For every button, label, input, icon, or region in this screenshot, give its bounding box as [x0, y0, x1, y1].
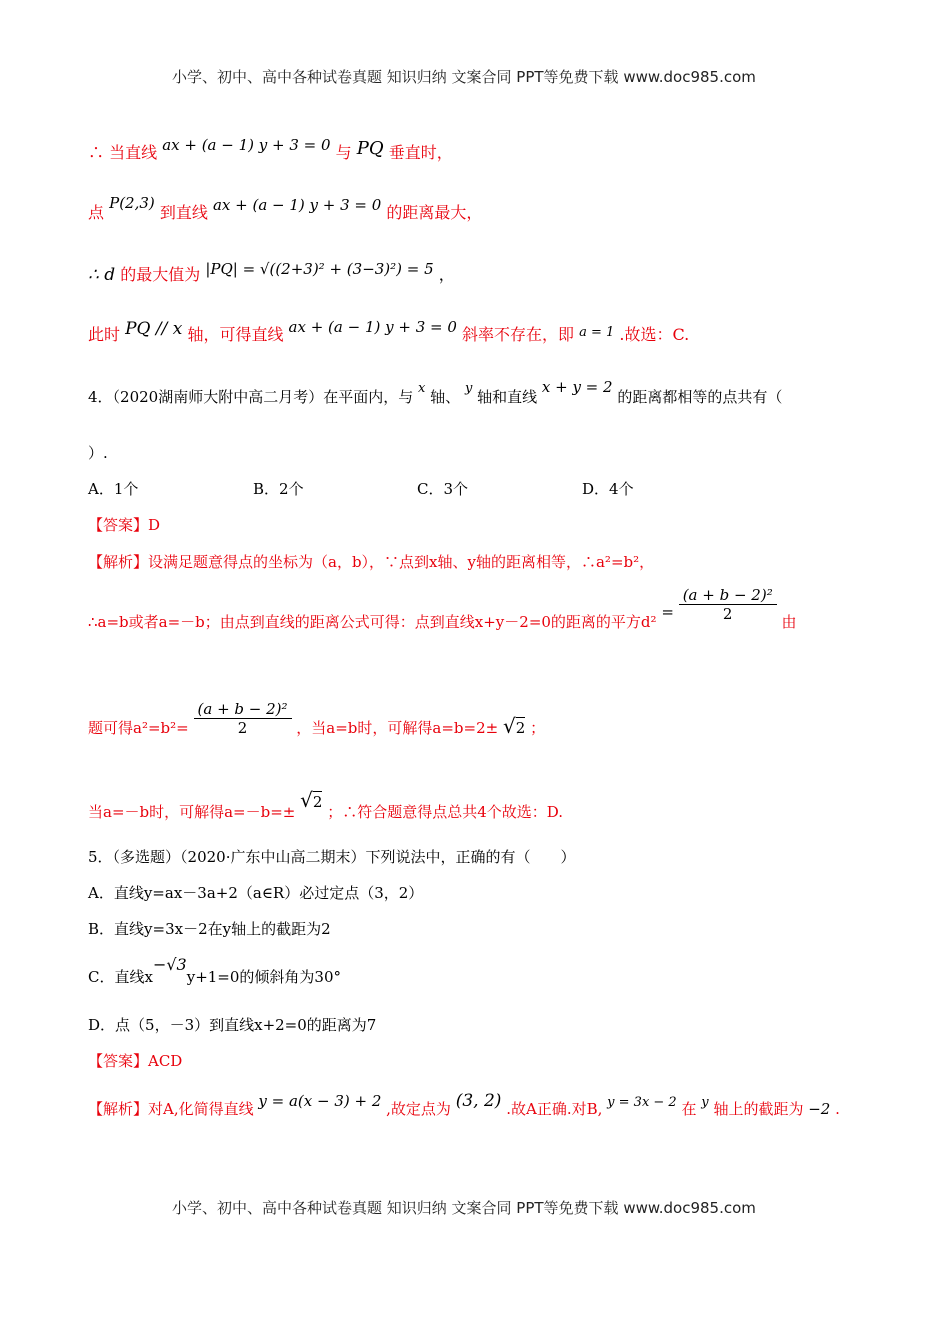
- text: 点: [88, 203, 105, 222]
- text: 此时: [88, 325, 121, 344]
- q5-option-a: A．直线y=ax－3a+2（a∈R）必过定点（3，2）: [88, 884, 424, 902]
- answer-4: 【答案】D: [88, 516, 161, 534]
- text: 在: [681, 1100, 697, 1118]
- fraction: [194, 700, 292, 737]
- option-b: B．2个: [253, 480, 304, 498]
- text: 到直线: [159, 203, 208, 222]
- var-x: x: [418, 381, 426, 396]
- text: 的距离都相等的点共有（: [617, 388, 783, 406]
- text: 【解析】对A,化简得直线: [88, 1100, 254, 1118]
- text: .故A正确.对B,: [506, 1100, 603, 1118]
- analysis-4-line-3: [88, 700, 545, 737]
- text: y+1=0的倾斜角为30°: [186, 968, 342, 986]
- fraction: [679, 586, 777, 623]
- text: 的最大值为: [120, 265, 201, 284]
- prev-line-1: [88, 136, 453, 163]
- text: .故选：C.: [619, 325, 690, 344]
- equation: y = 3x − 2: [607, 1095, 677, 1110]
- text: ，: [438, 265, 455, 284]
- analysis-4-line-4: [88, 788, 564, 821]
- q5-option-d: D．点（5，－3）到直线x+2=0的距离为7: [88, 1016, 377, 1034]
- equation: PQ: [356, 138, 384, 159]
- text: 与: [335, 143, 352, 162]
- radicand: 2: [515, 718, 526, 737]
- therefore-d: ∴ d: [88, 265, 116, 285]
- prev-line-2: [88, 194, 483, 223]
- var-y: y: [701, 1095, 709, 1110]
- value: −2: [808, 1100, 831, 1118]
- text: 当a=－b时，可解得a=－b=±: [88, 803, 296, 821]
- text: 轴，可得直线: [187, 325, 284, 344]
- answer-5: 【答案】ACD: [88, 1052, 183, 1070]
- page-footer: 小学、初中、高中各种试卷真题 知识归纳 文案合同 PPT等免费下载 www.doc985.com: [172, 1199, 756, 1217]
- question-4-stem-end: ）.: [88, 444, 108, 462]
- text: 轴上的截距为: [713, 1100, 804, 1118]
- fixed-point: (3, 2): [455, 1091, 502, 1111]
- equation: a = 1: [579, 325, 615, 340]
- analysis-4-line-2: [88, 586, 797, 631]
- equation: ax + (a − 1) y + 3 = 0: [212, 196, 382, 214]
- sqrt: √2: [503, 713, 526, 738]
- neg-sqrt-3: −√3: [152, 955, 187, 974]
- text: .: [835, 1100, 840, 1118]
- option-c: C．3个: [417, 480, 469, 498]
- point-p: P(2,3): [109, 194, 155, 212]
- text: ∴a=b或者a=－b；由点到直线的距离公式可得：点到直线x+y－2=0的距离的平方d²: [88, 612, 657, 631]
- question-4-stem: [88, 378, 783, 407]
- text: ∴ 当直线: [88, 143, 158, 162]
- page-header: 小学、初中、高中各种试卷真题 知识归纳 文案合同 PPT等免费下载 www.doc985.com: [172, 68, 756, 86]
- text: ；: [530, 718, 546, 737]
- equation: ax + (a − 1) y + 3 = 0: [162, 136, 331, 154]
- equals: =: [661, 602, 674, 621]
- text: 4．（2020湖南师大附中高二月考）在平面内，与: [88, 388, 414, 406]
- text: ,故定点为: [386, 1100, 451, 1118]
- sqrt: √2: [300, 788, 323, 812]
- equation: |PQ| = √((2+3)² + (3−3)²) = 5: [205, 260, 434, 278]
- text: 轴和直线: [477, 388, 538, 406]
- equation: y = a(x − 3) + 2: [258, 1092, 382, 1110]
- numerator: (a + b − 2)²: [679, 586, 777, 605]
- text: C．直线x: [88, 968, 153, 986]
- text: ；∴符合题意得点总共4个故选：D.: [327, 803, 564, 821]
- radicand: 2: [312, 793, 323, 811]
- equation: x + y = 2: [541, 378, 613, 396]
- option-a: A．1个: [88, 480, 139, 498]
- var-y: y: [464, 381, 473, 396]
- prev-line-3: [88, 262, 455, 285]
- denominator: 2: [237, 719, 248, 737]
- analysis-4-line-1: 【解析】设满足题意得点的坐标为（a，b），∵点到x轴、y轴的距离相等，∴a²=b²，: [88, 553, 655, 571]
- q5-option-b: B．直线y=3x－2在y轴上的截距为2: [88, 920, 331, 938]
- text: 轴、: [430, 388, 461, 406]
- prev-line-4: [88, 318, 690, 345]
- option-d: D．4个: [582, 480, 634, 498]
- numerator: (a + b − 2)²: [194, 700, 292, 719]
- question-5-stem: 5．（多选题）（2020·广东中山高二期末）下列说法中，正确的有（ ）: [88, 848, 576, 866]
- analysis-5-line-1: [88, 1090, 840, 1118]
- text: 垂直时，: [388, 143, 453, 162]
- text: 题可得a²=b²=: [88, 718, 189, 737]
- text: 由: [781, 612, 797, 631]
- denominator: 2: [722, 605, 733, 623]
- equation: PQ // x: [125, 319, 183, 339]
- text: ，当a=b时，可解得a=b=2±: [296, 718, 499, 737]
- text: 的距离最大，: [386, 203, 483, 222]
- q5-option-c: [88, 954, 342, 986]
- equation: ax + (a − 1) y + 3 = 0: [288, 318, 457, 336]
- text: 斜率不存在，即: [461, 325, 574, 344]
